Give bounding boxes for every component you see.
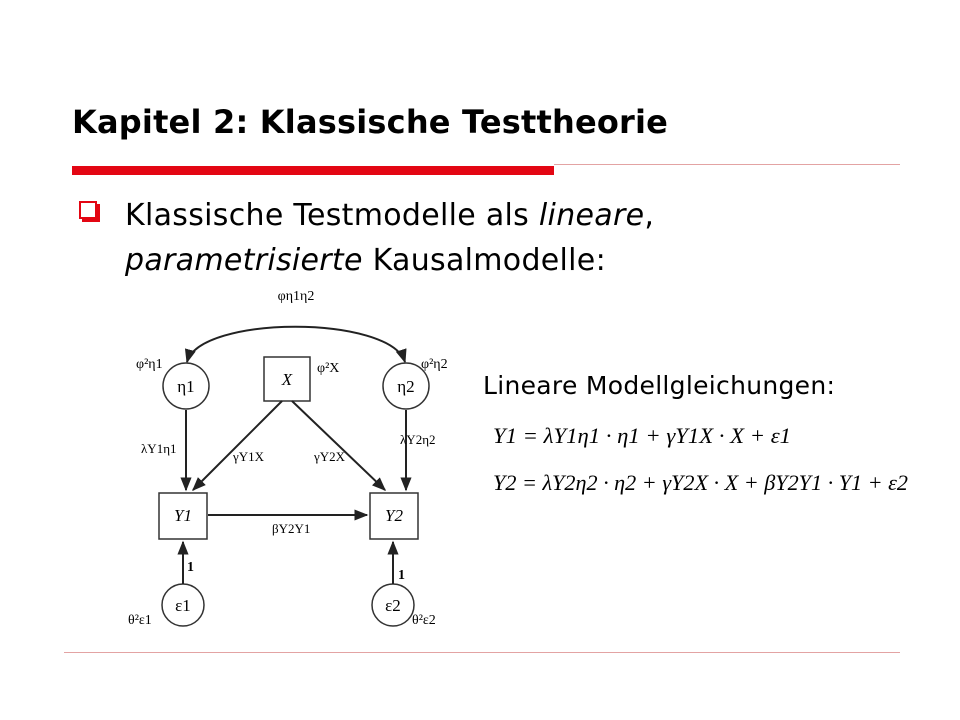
- eps1-label: ε1: [175, 596, 191, 615]
- lambda1-label: λY1η1: [141, 441, 177, 456]
- phi-top-label: φη1η2: [277, 289, 315, 304]
- lambda2-label: λY2η2: [400, 432, 436, 447]
- footer-rule: [64, 652, 900, 653]
- bullet-text-italic: lineare: [538, 198, 645, 233]
- bullet-text-part: Kausalmodelle:: [362, 243, 606, 278]
- bullet-text-part: Klassische Testmodelle als: [125, 198, 539, 233]
- loading-one-right: 1: [398, 568, 405, 583]
- bullet-text-part: ,: [644, 198, 655, 233]
- y1-label: Y1: [174, 506, 192, 525]
- slide-title: Kapitel 2: Klassische Testtheorie: [72, 103, 669, 141]
- equation-1: Y1 = λY1η1 · η1 + γY1X · X + ε1: [493, 423, 791, 448]
- x-label: X: [281, 370, 293, 389]
- eta1-label: η1: [177, 377, 195, 396]
- beta-label: βY2Y1: [272, 521, 311, 536]
- eta2-label: η2: [397, 377, 415, 396]
- gamma1-label: γY1X: [233, 449, 265, 464]
- equations-label: Lineare Modellgleichungen:: [483, 371, 836, 400]
- loading-one-left: 1: [187, 560, 194, 575]
- eps2-label: ε2: [385, 596, 401, 615]
- phi-x-label: φ²X: [317, 361, 340, 376]
- phi-eta1-label: φ²η1: [136, 357, 163, 372]
- y2-label: Y2: [385, 506, 403, 525]
- equation-2: Y2 = λY2η2 · η2 + γY2X · X + βY2Y1 · Y1 + ε2: [493, 470, 908, 495]
- gamma2-label: γY2X: [314, 449, 346, 464]
- bullet-text-italic: parametrisierte: [125, 243, 363, 278]
- theta1-label: θ²ε1: [128, 613, 152, 628]
- phi-eta2-label: φ²η2: [421, 357, 448, 372]
- theta2-label: θ²ε2: [412, 613, 436, 628]
